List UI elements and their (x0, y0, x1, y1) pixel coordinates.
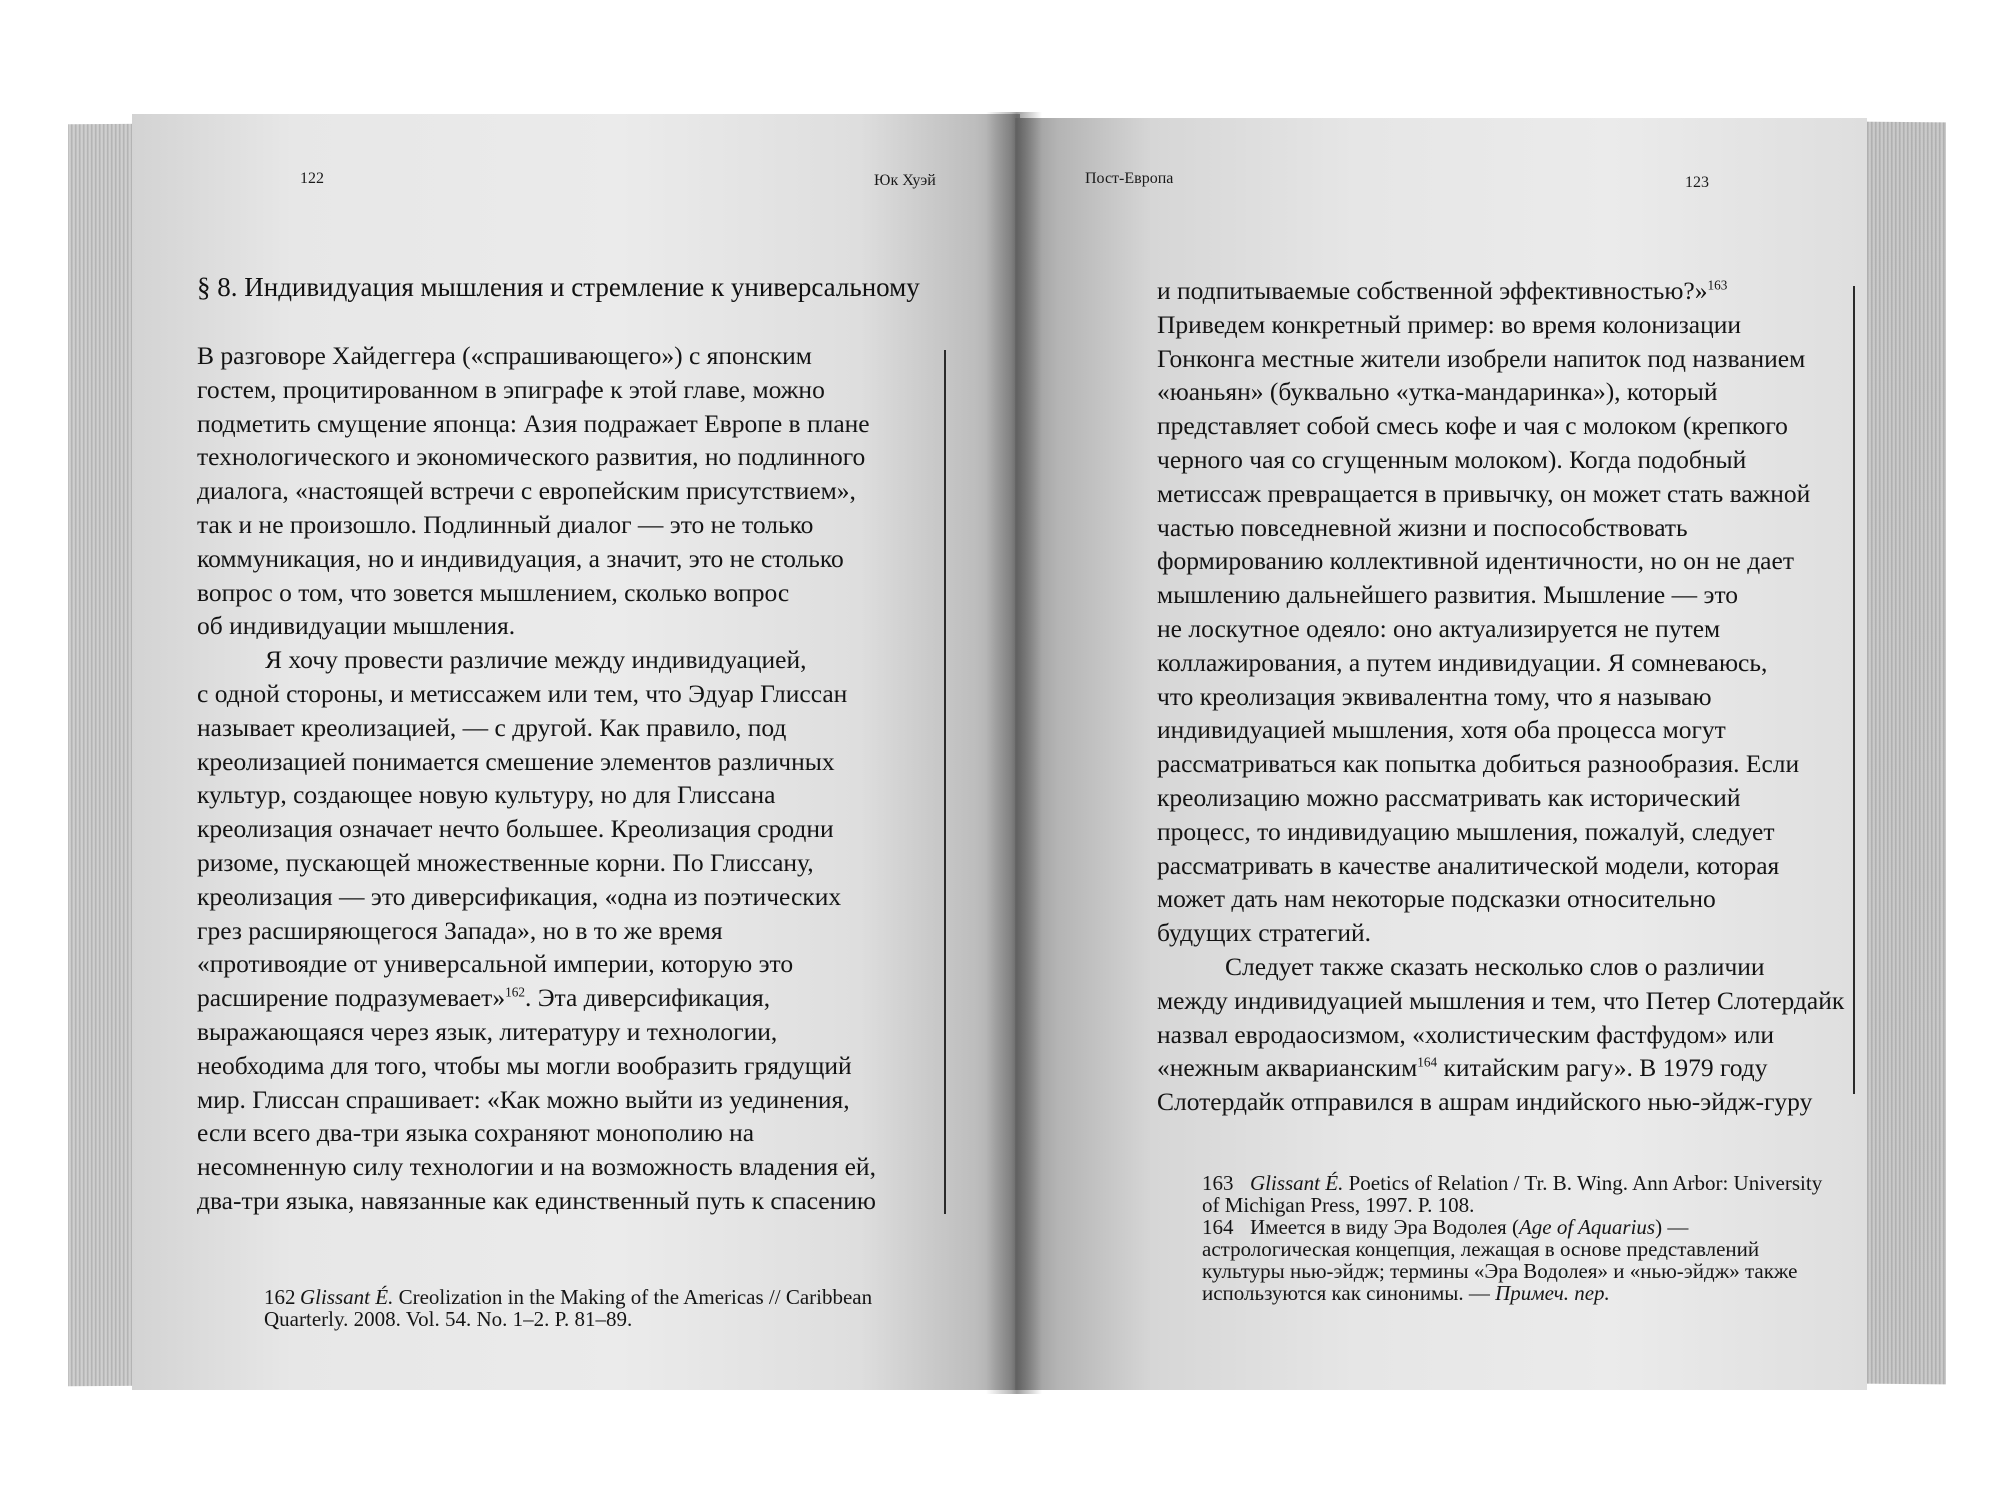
footnote-text: of Michigan Press, 1997. P. 108. (1202, 1193, 1475, 1217)
text-run: «противоядие от универсальной империи, которую это (197, 949, 794, 979)
text-run: гостем, процитированном в эпиграфе к этой главе, можно (197, 374, 825, 404)
text-run: назвал евродаосизмом, «холистическим фастфудом» или (1157, 1019, 1775, 1049)
text-line (1157, 916, 1844, 950)
text-run: . Эта диверсификация, (524, 983, 771, 1013)
text-line (1157, 747, 1844, 781)
text-run: Следует также сказать несколько слов о различии (1225, 951, 1765, 981)
footnote-164 (1202, 1216, 1822, 1304)
text-line (197, 914, 876, 948)
text-line (197, 542, 876, 576)
text-line (1157, 342, 1844, 376)
footnote-number: 163 (1202, 1171, 1234, 1195)
text-run: между индивидуацией мышления и тем, что Петер Слотердайк (1157, 985, 1845, 1015)
text-run: Приведем конкретный пример: во время колонизации (1157, 309, 1742, 339)
text-run: формированию коллективной идентичности, но он не дает (1157, 546, 1794, 576)
footnote-text: Creolization in the Making of the Americas // Caribbean (393, 1285, 873, 1309)
text-run: процесс, то индивидуацию мышления, пожалуй, следует (1157, 816, 1775, 846)
text-run: так и не произошло. Подлинный диалог — это не только (197, 509, 814, 539)
text-line (1157, 1051, 1844, 1085)
text-run: если всего два-три языка сохраняют монополию на (197, 1118, 755, 1148)
footnote-italic: Примеч. пер. (1495, 1281, 1610, 1305)
text-line (197, 981, 876, 1015)
right-page-edges (1860, 122, 1946, 1385)
text-run: грез расширяющегося Запада», но в то же время (197, 915, 723, 945)
text-line (197, 609, 876, 643)
text-line (197, 474, 876, 508)
text-run: два-три языка, навязанные как единственный путь к спасению (197, 1185, 876, 1215)
text-line (1157, 713, 1844, 747)
left-running-head: Юк Хуэй (874, 172, 936, 189)
text-line (197, 1049, 876, 1083)
text-line (1157, 646, 1844, 680)
text-run: В разговоре Хайдеггера («спрашивающего») с японским (197, 341, 812, 370)
text-line (197, 1150, 876, 1184)
text-line (1157, 511, 1844, 545)
text-run: рассматриваться как попытка добиться разнообразия. Если (1157, 749, 1800, 779)
text-line (1157, 950, 1844, 984)
text-run: креолизация — это диверсификация, «одна из поэтических (197, 881, 842, 911)
text-line (1157, 781, 1844, 815)
text-run: вопрос о том, что зовется мышлением, сколько вопрос (197, 577, 790, 607)
text-line (197, 711, 876, 745)
footnote-author: Glissant É. (300, 1285, 394, 1309)
text-run: культур, создающее новую культуру, но для Глиссана (197, 780, 776, 810)
footnote-number: 162 (264, 1285, 296, 1309)
footnote-number: 164 (1202, 1215, 1234, 1239)
section-heading: § 8. Индивидуация мышления и стремление к универсальному (197, 272, 920, 302)
text-line (1157, 1018, 1844, 1052)
footnote-ref[interactable]: 163 (1707, 277, 1728, 293)
text-line (197, 947, 876, 981)
text-run: диалога, «настоящей встречи с европейским присутствием», (197, 476, 856, 506)
text-line (197, 778, 876, 812)
text-line (1157, 308, 1844, 342)
text-line (1157, 849, 1844, 883)
text-line (1157, 274, 1844, 308)
text-run: ризоме, пускающей множественные корни. По Глиссану, (197, 847, 814, 877)
text-run: коммуникация, но и индивидуация, а значит, это не столько (197, 543, 844, 573)
text-line (197, 1184, 876, 1218)
footnote-author: Glissant É. (1250, 1171, 1344, 1195)
text-run: метиссаж превращается в привычку, он может стать важной (1157, 478, 1811, 508)
text-run: креолизацию можно рассматривать как исторический (1157, 782, 1741, 812)
text-line (1157, 612, 1844, 646)
text-run: рассматривать в качестве аналитической модели, которая (1157, 850, 1780, 880)
text-line (1157, 578, 1844, 612)
text-run: черного чая со сгущенным молоком). Когда подобный (1157, 444, 1747, 474)
text-line (197, 1015, 876, 1049)
text-run: может дать нам некоторые подсказки относительно (1157, 884, 1716, 914)
footnote-text: используются как синонимы. — (1202, 1281, 1496, 1305)
text-run: креолизацией понимается смешение элементов различных (197, 746, 835, 776)
text-run: китайским рагу». В 1979 году (1437, 1053, 1768, 1083)
footnote-163 (1202, 1172, 1822, 1216)
footnote-italic: Age of Aquarius (1518, 1215, 1656, 1239)
text-line (1157, 477, 1844, 511)
text-run: выражающаяся через язык, литературу и технологии, (197, 1016, 778, 1046)
text-line (197, 846, 876, 880)
footnote-text: Имеется в виду Эра Водолея ( (1250, 1215, 1519, 1239)
text-run: что креолизация эквивалентна тому, что я называю (1157, 681, 1712, 711)
text-run: с одной стороны, и метиссажем или тем, что Эдуар Глиссан (197, 678, 848, 708)
footnote-text: Poetics of Relation / Tr. B. Wing. Ann Arbor: University (1343, 1171, 1823, 1195)
left-page (132, 114, 1020, 1390)
text-run: частью повседневной жизни и поспособствовать (1157, 512, 1688, 542)
text-line (197, 745, 876, 779)
text-line (197, 880, 876, 914)
book-gutter (986, 112, 1042, 1394)
footnote-ref[interactable]: 162 (505, 984, 525, 1000)
text-run: креолизация означает нечто большее. Креолизация сродни (197, 814, 834, 844)
text-line (197, 508, 876, 542)
text-run: Гонконга местные жители изобрели напиток под названием (1157, 343, 1806, 373)
text-run: подметить смущение японца: Азия подражает Европе в плане (197, 408, 870, 438)
left-margin-rule (944, 350, 946, 1214)
text-run: несомненную силу технологии и на возможность владения ей, (197, 1152, 876, 1182)
right-margin-rule (1853, 286, 1855, 1094)
text-run: коллажирования, а путем индивидуации. Я сомневаюсь, (1157, 647, 1768, 677)
text-run: об индивидуации мышления. (197, 611, 516, 641)
footnote-text: астрологическая концепция, лежащая в основе представлений (1202, 1237, 1760, 1261)
footnote-ref[interactable]: 164 (1417, 1054, 1438, 1070)
footnote-162 (264, 1286, 872, 1330)
text-run: называет креолизацией, — с другой. Как правило, под (197, 712, 787, 742)
text-line (197, 677, 876, 711)
text-run: Слотердайк отправился в ашрам индийского нью-эйдж-гуру (1157, 1087, 1813, 1117)
text-line (197, 407, 876, 441)
footnote-text: ) — (1655, 1215, 1689, 1239)
text-run: необходима для того, чтобы мы могли вообразить грядущий (197, 1050, 852, 1080)
text-run: «юаньян» (буквально «утка-мандаринка»), который (1157, 377, 1718, 407)
text-run: мир. Глиссан спрашивает: «Как можно выйти из уединения, (197, 1084, 850, 1114)
text-run: технологического и экономического развития, но подлинного (197, 442, 866, 472)
text-line (197, 1083, 876, 1117)
text-line (1157, 443, 1844, 477)
text-line (197, 812, 876, 846)
right-footnotes (1202, 1172, 1822, 1304)
text-line (197, 643, 876, 677)
text-run: индивидуацией мышления, хотя оба процесса могут (1157, 715, 1726, 745)
text-line (1157, 544, 1844, 578)
text-line (197, 576, 876, 610)
text-run: расширение подразумевает» (197, 983, 506, 1013)
text-run: представляет собой смесь кофе и чая с молоком (крепкого (1157, 411, 1788, 441)
text-run: не лоскутное одеяло: оно актуализируется не путем (1157, 613, 1721, 643)
right-page-number: 123 (1685, 174, 1709, 191)
footnote-text: культуры нью-эйдж; термины «Эра Водолея» и «нью-эйдж» также (1202, 1259, 1798, 1283)
text-line (1157, 375, 1844, 409)
footnote-text: Quarterly. 2008. Vol. 54. No. 1–2. P. 81–89. (264, 1307, 633, 1331)
text-line (1157, 1085, 1844, 1119)
text-line (1157, 815, 1844, 849)
right-page (1015, 118, 1867, 1390)
text-line (1157, 882, 1844, 916)
text-line (197, 339, 876, 373)
right-body-text (1157, 274, 1844, 1119)
text-line (1157, 984, 1844, 1018)
text-line (197, 1116, 876, 1150)
text-line (197, 373, 876, 407)
text-line (1157, 409, 1844, 443)
right-running-head: Пост-Европа (1085, 170, 1174, 187)
left-page-number: 122 (300, 170, 324, 187)
text-run: мышлению дальнейшего развития. Мышление — это (1157, 580, 1738, 610)
text-run: Я хочу провести различие между индивидуацией, (265, 645, 807, 675)
left-page-edges (68, 124, 138, 1386)
text-run: будущих стратегий. (1157, 918, 1372, 948)
text-line (197, 440, 876, 474)
text-run: и подпитываемые собственной эффективностью?» (1157, 276, 1708, 305)
text-run: «нежным акварианским (1157, 1053, 1418, 1083)
text-line (1157, 680, 1844, 714)
left-body-text (197, 339, 876, 1218)
